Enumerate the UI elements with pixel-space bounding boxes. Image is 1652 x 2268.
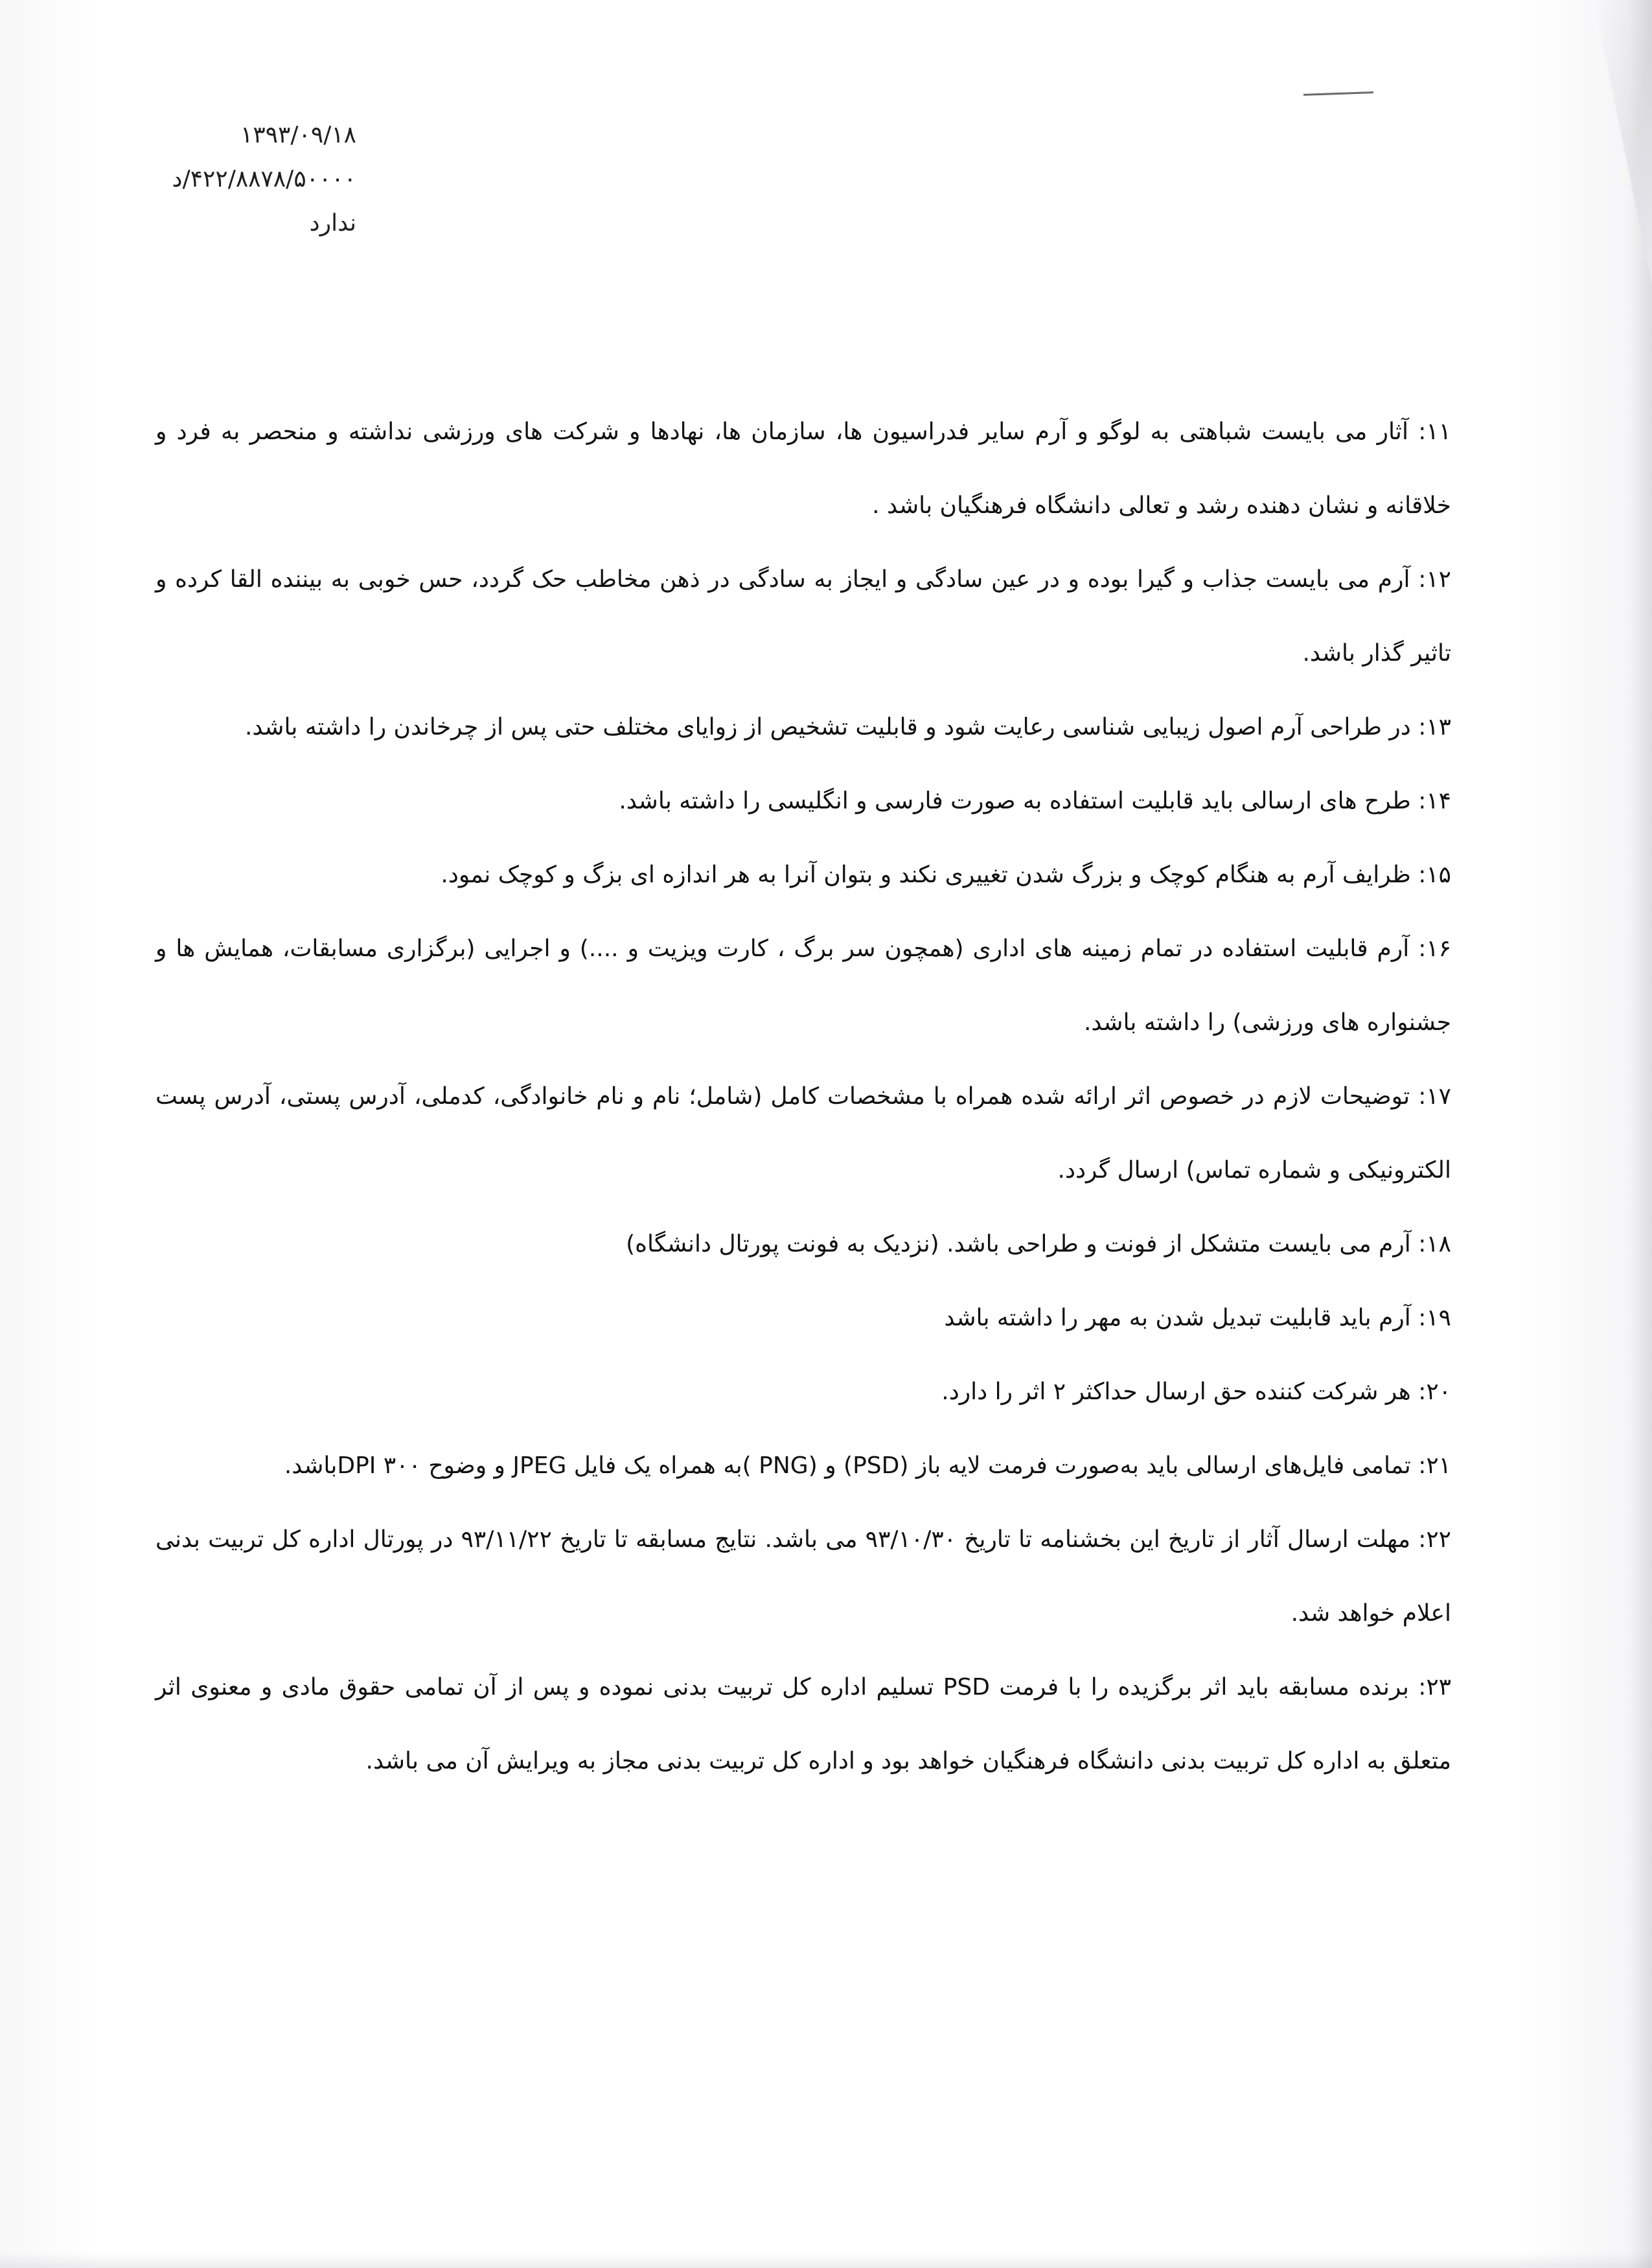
letter-attachment: ندارد: [309, 210, 356, 236]
clause-20: [155, 1355, 1451, 1429]
clause-number: ۱۶:: [1418, 935, 1451, 962]
page-edge-shadow-bottom: [0, 2252, 1652, 2268]
letter-date: ۱۳۹۳/۰۹/۱۸: [240, 122, 356, 148]
clause-text: آثار می بایست شباهتی به لوگو و آرم سایر فدراسیون ها، سازمان ها، نهادها و شرکت های ورزشی نداشته و منحصر به فرد و خلاقانه و نشان دهنده رشد و تعالی دانشگاه فرهنگیان باشد .: [155, 418, 1451, 519]
clause-21: [155, 1429, 1451, 1503]
clause-16: [155, 912, 1451, 1060]
clause-number: ۲۲:: [1418, 1526, 1452, 1553]
clause-11: [155, 395, 1451, 543]
clause-12: [155, 543, 1451, 691]
clause-15: [155, 838, 1451, 912]
clause-number: ۲۰:: [1418, 1379, 1451, 1405]
clause-number: ۱۴:: [1418, 788, 1451, 814]
clause-number: ۱۲:: [1418, 566, 1451, 593]
clause-17: [155, 1060, 1451, 1208]
folded-corner: [1594, 0, 1652, 285]
page-edge-shadow-right: [1629, 0, 1652, 2268]
clause-text: ظرایف آرم به هنگام کوچک و بزرگ شدن تغییری نکند و بتوان آنرا به هر اندازه ای بزگ و کوچک نمود.: [441, 862, 1419, 888]
clause-19: [155, 1281, 1451, 1355]
clause-23: [155, 1651, 1451, 1798]
clause-number: ۱۷:: [1418, 1083, 1451, 1110]
letter-header: [97, 113, 356, 246]
clause-text: آرم قابلیت استفاده در تمام زمینه های اداری (همچون سر برگ ، کارت ویزیت و ....) و اجرایی (برگزاری مسابقات، همایش ها و جشنواره های ورزشی) را داشته باشد.: [155, 935, 1451, 1036]
clause-text: آرم باید قابلیت تبدیل شدن به مهر را داشته باشد: [944, 1305, 1419, 1331]
clause-14: [155, 764, 1451, 838]
letter-reference-number: ۴۲۲/۸۸۷۸/۵۰۰۰۰/د: [172, 166, 356, 192]
clause-text: آرم می بایست متشکل از فونت و طراحی باشد. (نزدیک به فونت پورتال دانشگاه): [626, 1231, 1419, 1257]
clause-text: تمامی فایل‌های ارسالی باید به‌صورت فرمت لایه باز (PSD) و (PNG )به همراه یک فایل JPEG و وضوح ۳۰۰ DPIباشد.: [284, 1452, 1419, 1479]
clause-18: [155, 1208, 1451, 1281]
clause-13: [155, 691, 1451, 764]
clause-number: ۲۳:: [1418, 1674, 1451, 1701]
letter-body: [155, 395, 1451, 1798]
corner-pen-mark: [1303, 91, 1373, 96]
clause-number: ۱۳:: [1418, 714, 1451, 740]
clause-text: در طراحی آرم اصول زیبایی شناسی رعایت شود و قابلیت تشخیص از زوایای مختلف حتی پس از چرخاندن را داشته باشد.: [244, 714, 1419, 740]
clause-number: ۱۹:: [1418, 1305, 1451, 1331]
clause-number: ۱۵:: [1418, 862, 1451, 888]
clause-text: توضیحات لازم در خصوص اثر ارائه شده همراه با مشخصات کامل (شامل؛ نام و نام خانوادگی، کدملی، آدرس پستی، آدرس پست الکترونیکی و شماره تماس) ارسال گردد.: [155, 1083, 1451, 1184]
clause-text: آرم می بایست جذاب و گیرا بوده و در عین سادگی و ایجاز به سادگی در ذهن مخاطب حک گردد، حس خوبی به بیننده القا کرده و تاثیر گذار باشد.: [155, 566, 1451, 667]
clause-22: [155, 1503, 1451, 1651]
clause-text: هر شرکت کننده حق ارسال حداکثر ۲ اثر را دارد.: [941, 1379, 1419, 1405]
clause-number: ۲۱:: [1418, 1452, 1451, 1479]
clause-text: طرح های ارسالی باید قابلیت استفاده به صورت فارسی و انگلیسی را داشته باشد.: [619, 788, 1419, 814]
clause-text: برنده مسابقه باید اثر برگزیده را با فرمت PSD تسلیم اداره کل تربیت بدنی نموده و پس از آن تمامی حقوق مادی و معنوی اثر متعلق به اداره کل تربیت بدنی دانشگاه فرهنگیان خواهد بود و اداره کل تربیت بدنی مجاز به ویرایش آن می باشد.: [155, 1674, 1451, 1774]
clause-text: مهلت ارسال آثار از تاریخ این بخشنامه تا تاریخ ۹۳/۱۰/۳۰ می باشد. نتایج مسابقه تا تاریخ ۹۳/۱۱/۲۲ در پورتال اداره کل تربیت بدنی اعلام خواهد شد.: [155, 1526, 1451, 1627]
clause-number: ۱۸:: [1418, 1231, 1451, 1257]
clause-number: ۱۱:: [1418, 418, 1451, 445]
